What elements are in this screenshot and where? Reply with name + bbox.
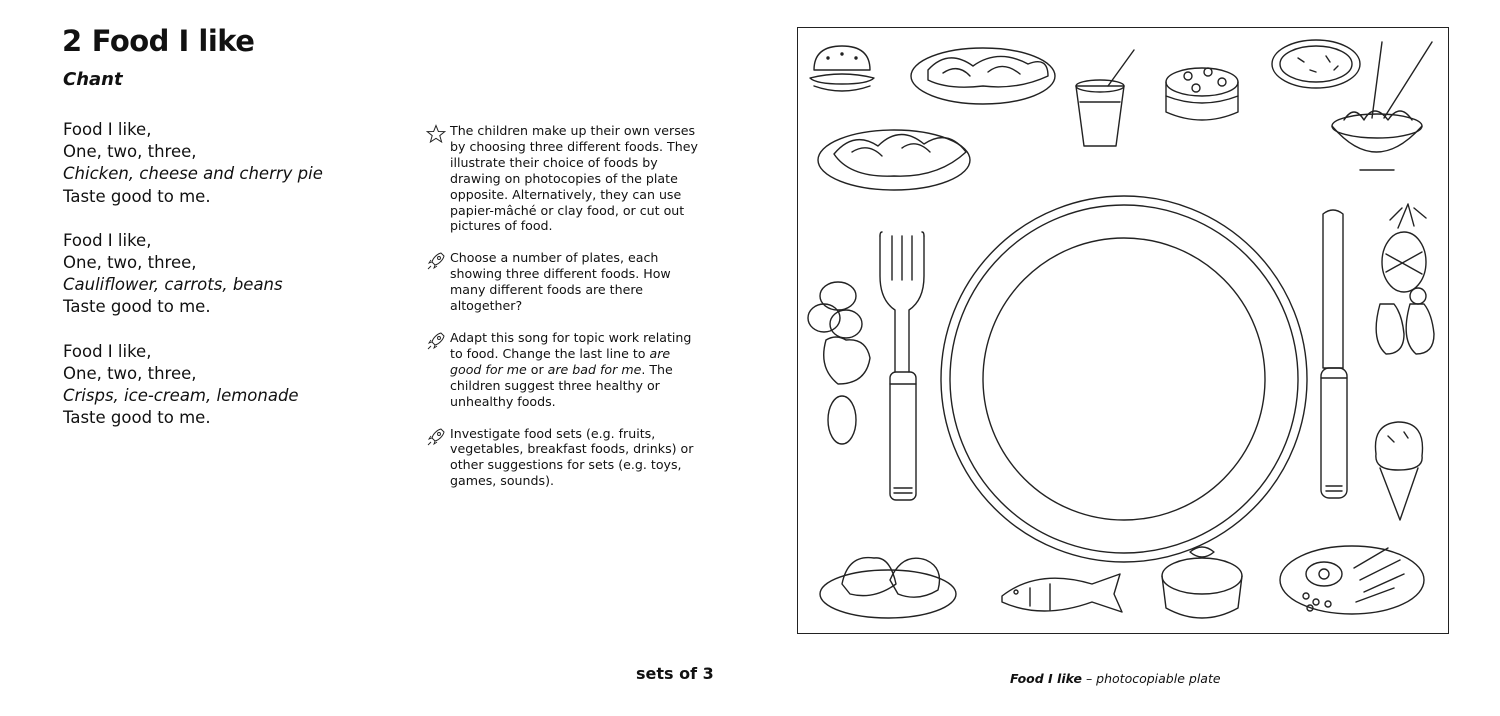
rocket-icon bbox=[426, 427, 446, 447]
illustration-caption: Food I like – photocopiable plate bbox=[1010, 671, 1221, 686]
note-item bbox=[426, 330, 698, 410]
knife-illustration bbox=[1321, 210, 1347, 498]
star-icon bbox=[426, 124, 446, 144]
chant-verse bbox=[63, 119, 323, 208]
yogurt-cup-illustration bbox=[1076, 50, 1134, 146]
chicken-plate-illustration bbox=[820, 558, 956, 618]
cake-illustration bbox=[1166, 68, 1238, 120]
note-text: The children make up their own verses by choosing three different foods. They illustrate their choice of foods by drawing on photocopies of the plate opposite. Alternatively, they can use papier-mâché or clay food, or cut out pictures of food. bbox=[450, 123, 698, 234]
chant-line: One, two, three, bbox=[63, 142, 197, 162]
pasta-plate-illustration bbox=[818, 130, 970, 190]
note-text: Adapt this song for topic work relating to food. Change the last line to are good for me or are bad for me. The children suggest three healthy or unhealthy foods. bbox=[450, 329, 692, 409]
chant-line: Food I like, bbox=[63, 230, 152, 250]
eggs-and-vegetables-illustration bbox=[808, 282, 870, 444]
section-number: 2 bbox=[62, 24, 82, 58]
pineapple-and-pears-illustration bbox=[1376, 204, 1434, 354]
chant-line-foods: Crisps, ice-cream, lemonade bbox=[63, 386, 299, 406]
chant-line: Food I like, bbox=[63, 341, 152, 361]
title-text: Food I like bbox=[91, 24, 255, 58]
rocket-icon bbox=[426, 251, 446, 271]
photocopiable-plate-sheet bbox=[797, 27, 1449, 634]
fish-illustration bbox=[1002, 574, 1122, 612]
rocket-icon bbox=[426, 331, 446, 351]
chant-line: One, two, three, bbox=[63, 253, 197, 273]
fork-illustration bbox=[880, 232, 924, 500]
ice-cream-cone-illustration bbox=[1375, 422, 1422, 520]
chant-line: Taste good to me. bbox=[63, 408, 211, 428]
note-item bbox=[426, 250, 698, 314]
chant-line-foods: Cauliflower, carrots, beans bbox=[63, 275, 283, 295]
chant-line-foods: Chicken, cheese and cherry pie bbox=[63, 164, 323, 184]
pizza-illustration bbox=[1272, 40, 1360, 88]
pie-illustration bbox=[1162, 547, 1242, 618]
note-item bbox=[426, 426, 698, 490]
chant-line: One, two, three, bbox=[63, 363, 197, 383]
chant-text bbox=[63, 119, 323, 451]
page-footer-section: sets of 3 bbox=[636, 664, 714, 683]
page-subtitle: Chant bbox=[63, 69, 123, 90]
chant-verse bbox=[63, 230, 323, 319]
chant-line: Taste good to me. bbox=[63, 297, 211, 317]
chant-line: Taste good to me. bbox=[63, 186, 211, 206]
burger-illustration bbox=[810, 46, 874, 91]
note-text: Investigate food sets (e.g. fruits, vegetables, breakfast foods, drinks) or other suggestions for sets (e.g. toys, games, sounds). bbox=[450, 425, 694, 489]
page-title bbox=[62, 24, 254, 58]
chant-verse bbox=[63, 341, 323, 430]
noodle-bowl-illustration bbox=[1332, 42, 1432, 170]
egg-and-chips-plate-illustration bbox=[1280, 546, 1424, 614]
note-item bbox=[426, 123, 698, 234]
note-text: Choose a number of plates, each showing three different foods. How many different foods are there altogether? bbox=[450, 250, 671, 314]
plate-illustration bbox=[941, 196, 1307, 562]
spaghetti-plate-illustration bbox=[911, 48, 1055, 104]
chant-line: Food I like, bbox=[63, 120, 152, 139]
teaching-notes bbox=[426, 123, 698, 505]
